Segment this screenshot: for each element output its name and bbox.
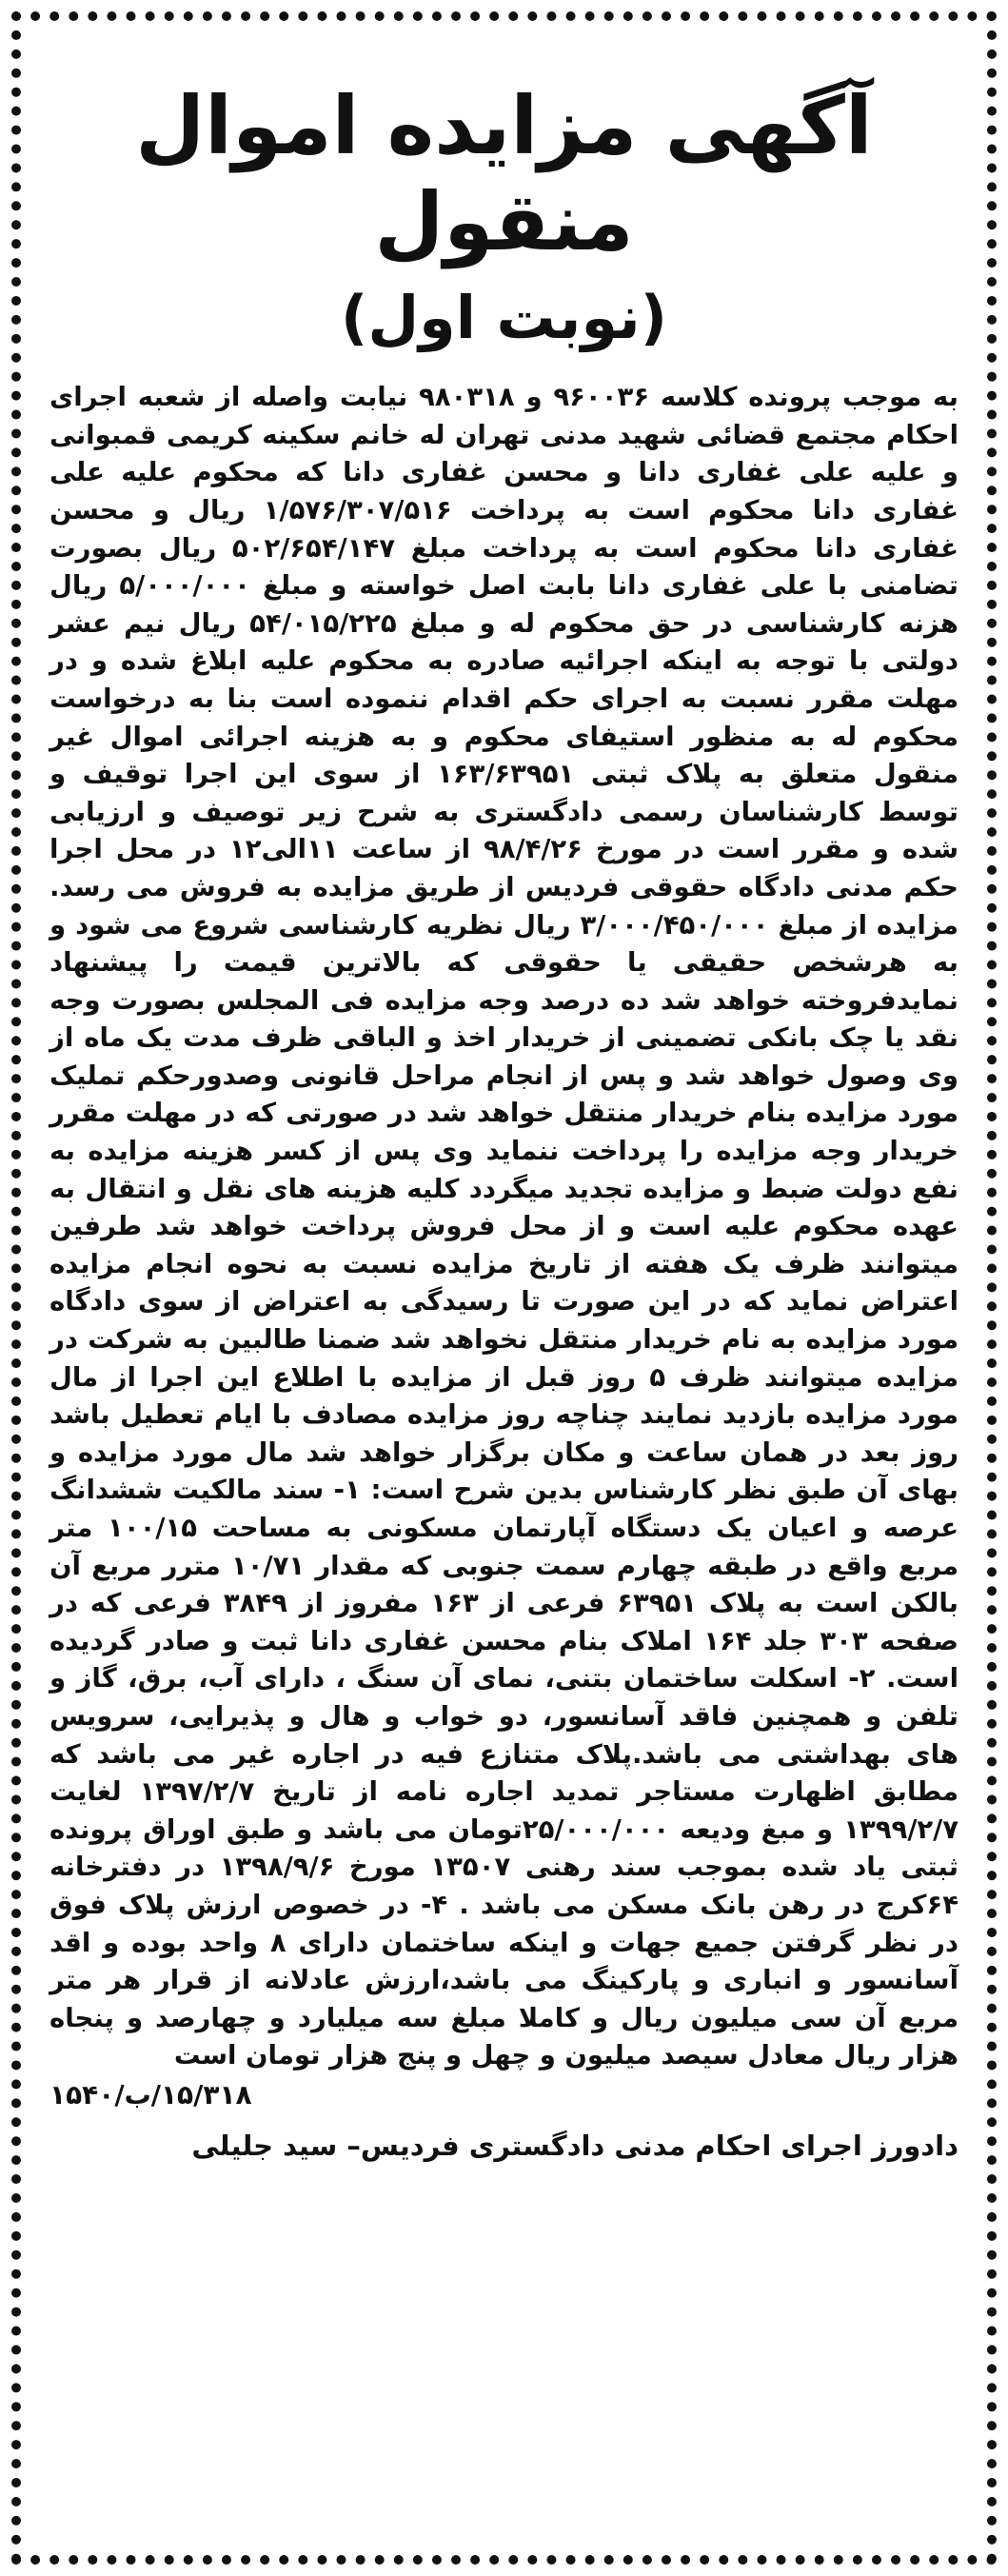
notice-body: به موجب پرونده کلاسه ۹۶۰۰۳۶ و ۹۸۰۳۱۸ نیابت واصله از شعبه اجرای احکام مجتمع قضائی شهید مدنی تهران له خانم سکینه کریمی قمبوانی و علیه علی غفاری دانا و محسن غفاری دانا که محکوم علیه علی غفاری دانا محکوم است به پرداخت ۱/۵۷۶/۳۰۷/۵۱۶ ریال و محسن غفاری دانا محکوم است به پرداخت مبلغ ۵۰۲/۶۵۴/۱۴۷ ریال بصورت تضامنی با علی غفاری دانا بابت اصل خواسته و مبلغ ۵/۰۰۰/۰۰۰ ریال هزنه کارشناسی در حق محکوم له و مبلغ ۵۴/۰۱۵/۲۲۵ ریال نیم عشر دولتی با توجه به اینکه اجرائیه صادره به محکوم علیه ابلاغ شده و در مهلت مقرر نسبت به اجرای حکم اقدام ننموده است بنا به درخواست محکوم له به منظور استیفای محکوم و به هزینه اجرائی اموال غیر منقول متعلق به پلاک ثبتی ۱۶۳/۶۳۹۵۱ از سوی این اجرا توقیف و توسط کارشناسان رسمی دادگستری به شرح زیر توصیف و ارزیابی شده و مقرر است در مورخ ۹۸/۴/۲۶ از ساعت ۱۱الی۱۲ در محل اجرا حکم مدنی دادگاه حقوقی فردیس از طریق مزایده به فروش می رسد. مزایده از مبلغ ۳/۰۰۰/۴۵۰/۰۰۰ ریال نظریه کارشناسی شروع می شود و به هرشخص حقیقی یا حقوقی که بالاترین قیمت را پیشنهاد نمایدفروخته خواهد شد ده درصد وجه مزایده فی المجلس بصورت وجه نقد یا چک بانکی تضمینی از خریدار اخذ و الباقی ظرف مدت یک ماه از وی وصول خواهد شد و پس از انجام مراحل قانونی وصدورحکم تملیک مورد مزایده بنام خریدار منتقل خواهد شد در صورتی که در مهلت مقرر خریدار وجه مزایده را پرداخت ننماید وی پس از کسر هزینه مزایده به نفع دولت ضبط و مزایده تجدید میگردد کلیه هزینه های نقل و انتقال به عهده محکوم علیه است و از محل فروش پرداخت خواهد شد طرفین میتوانند ظرف یک هفته از تاریخ مزایده نسبت به نحوه انجام مزایده اعتراض نماید که در این صورت تا رسیدگی به اعتراض از سوی دادگاه مورد مزایده به نام خریدار منتقل نخواهد شد ضمنا طالبین به شرکت در مزایده میتوانند ظرف ۵ روز قبل از مزایده با اطلاع این اجرا از مال مورد مزایده بازدید نمایند چناچه روز مزایده مصادف با ایام تعطیل باشد روز بعد در همان ساعت و مکان برگزار خواهد شد مال مورد مزایده و بهای آن طبق نظر کارشناس بدین شرح است: ۱- سند مالکیت ششدانگ عرصه و اعیان یک دستگاه آپارتمان مسکونی به مساحت ۱۰۰/۱۵ متر مربع واقع در طبقه چهارم سمت جنوبی که مقدار ۱۰/۷۱ مترر مربع آن بالکن است به پلاک ۶۳۹۵۱ فرعی از ۱۶۳ مفروز از ۳۸۴۹ فرعی که در صفحه ۳۰۳ جلد ۱۶۴ املاک بنام محسن غفاری دانا ثبت و صادر گردیده است. ۲- اسکلت ساختمان بتنی، نمای آن سنگ ، دارای آب، برق، گاز و تلفن و همچنین فاقد آسانسور، دو خواب و هال و پذیرایی، سرویس های بهداشتی می باشد.پلاک متنازع فیه در اجاره غیر می باشد که مطابق اظهارت مستاجر تمدید اجاره نامه از تاریخ ۱۳۹۷/۲/۷ لغایت ۱۳۹۹/۲/۷ و مبغ ودیعه ۲۵/۰۰۰/۰۰۰تومان می باشد و طبق اوراق پرونده ثبتی یاد شده بموجب سند رهنی ۱۳۵۰۷ مورخ ۱۳۹۸/۹/۶ در دفترخانه ۶۴کرج در رهن بانک مسکن می باشد . ۴- در خصوص ارزش پلاک فوق در نظر گرفتن جمیع جهات و اینکه ساختمان دارای ۸ واحد بوده و اقد آسانسور و انباری و پارکینگ می باشد،ارزش عادلانه از قرار هر متر مربع آن سی میلیون ریال و کاملا مبلغ سه میلیارد و چهارصد و پنجاه هزار ریال معادل سیصد میلیون و چهل و پنج هزار تومان است [49, 382, 959, 2071]
notice-title: آگهی مزایده اموال منقول [135, 79, 873, 268]
reference-number: ۱۵/۳۱۸/ب/۱۵۴۰ [49, 2078, 252, 2110]
dotted-frame [11, 11, 997, 2565]
signature-line: دادورز اجرای احکام مدنی دادگستری فردیس– سید جلیلی [191, 2129, 959, 2162]
notice-subtitle: (نوبت اول) [341, 282, 667, 352]
